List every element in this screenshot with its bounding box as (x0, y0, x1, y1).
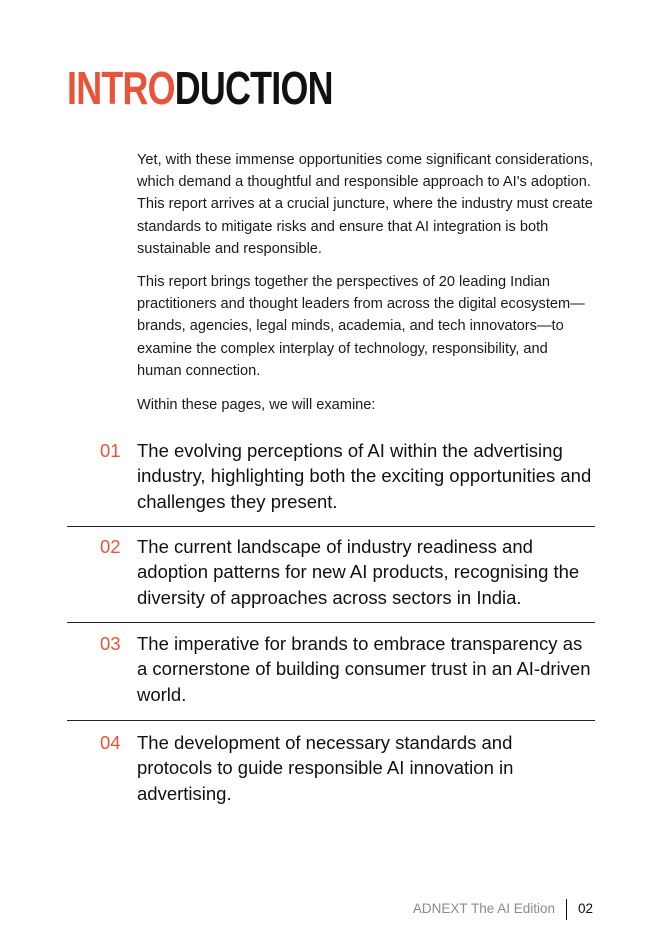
page-title (67, 62, 333, 114)
list-item-number: 03 (100, 633, 121, 654)
divider (67, 526, 595, 527)
list-item-number: 04 (100, 732, 121, 753)
list-item-number: 01 (100, 440, 121, 461)
list-item-text: The current landscape of industry readiness and adoption patterns for new AI products, recognising the diversity of approaches across sectors in India. (137, 536, 580, 608)
footer-publication: ADNEXT The AI Edition (412, 901, 555, 916)
page-footer (0, 898, 662, 920)
footer-separator (566, 899, 567, 920)
divider (67, 720, 595, 721)
intro-paragraph-3: Within these pages, we will examine: (137, 397, 376, 413)
page-title-dark: DUCTION (174, 62, 333, 114)
list-item-text: The imperative for brands to embrace transparency as a cornerstone of building consumer trust in an AI-driven world. (137, 633, 591, 705)
intro-paragraph-2: This report brings together the perspectives of 20 leading Indian practitioners and thought leaders from across the digital ecosystem—brands, agencies, legal minds, academia, and tech innovators—to examine the complex interplay of technology, responsibility, and human connection. (137, 274, 585, 379)
intro-paragraph-1: Yet, with these immense opportunities come significant considerations, which demand a thoughtful and responsible approach to AI's adoption. This report arrives at a crucial juncture, where the industry must create standards to mitigate risks and ensure that AI integration is both sustainable and responsible. (137, 152, 594, 257)
divider (67, 622, 595, 623)
page-title-accent: INTRO (67, 62, 175, 114)
list-item-number: 02 (100, 536, 121, 557)
page-number: 02 (578, 901, 594, 916)
list-item-text: The evolving perceptions of AI within the advertising industry, highlighting both the exciting opportunities and challenges they present. (137, 440, 592, 512)
list-item-text: The development of necessary standards and protocols to guide responsible AI innovation in advertising. (137, 732, 514, 804)
